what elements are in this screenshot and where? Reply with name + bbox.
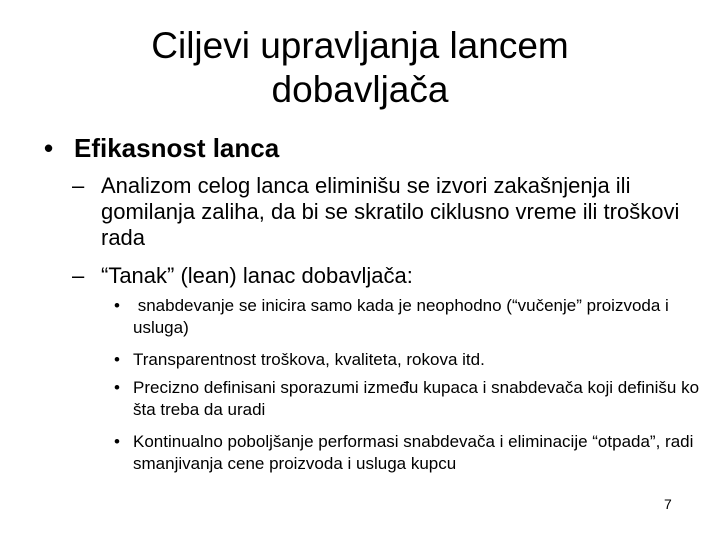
slide-title [60,24,660,112]
sub-item-lean-chain [72,263,720,289]
lean-item-improvement [114,431,713,475]
title-line-1: Ciljevi upravljanja lancem [151,25,569,66]
lean-item-agreements [114,377,713,421]
bullet-marker: • [114,296,120,315]
sub-item-delays [72,173,720,251]
sub-item-text: “Tanak” (lean) lanac dobavljača: [101,263,413,288]
title-line-2: dobavljača [271,69,449,110]
lean-item-text: Kontinualno poboljšanje performasi snabdevača i eliminacije “otpada”, radi smanjivanja cene proizvoda i usluga kupcu [133,432,694,473]
bullet-marker: • [114,378,120,397]
bullet-marker: • [114,350,120,369]
bullet-marker: • [114,432,120,451]
sub-item-text: Analizom celog lanca eliminišu se izvori zakašnjenja ili gomilanja zaliha, da bi se skratilo ciklusno vreme ili troškovi rada [101,173,680,250]
dash-marker: – [72,173,85,198]
page-number: 7 [664,496,672,512]
lean-item-pull [114,295,713,339]
bullet-marker: • [44,133,54,163]
dash-marker: – [72,263,85,288]
main-bullet [44,133,684,163]
lean-item-text: Transparentnost troškova, kvaliteta, rokova itd. [133,350,485,369]
lean-item-transparency [114,349,713,371]
main-bullet-text: Efikasnost lanca [74,133,280,163]
lean-item-text: Precizno definisani sporazumi između kupaca i snabdevača koji definišu ko šta treba da uradi [133,378,700,419]
lean-item-text: snabdevanje se inicira samo kada je neophodno (“vučenje” proizvoda i usluga) [133,296,669,337]
